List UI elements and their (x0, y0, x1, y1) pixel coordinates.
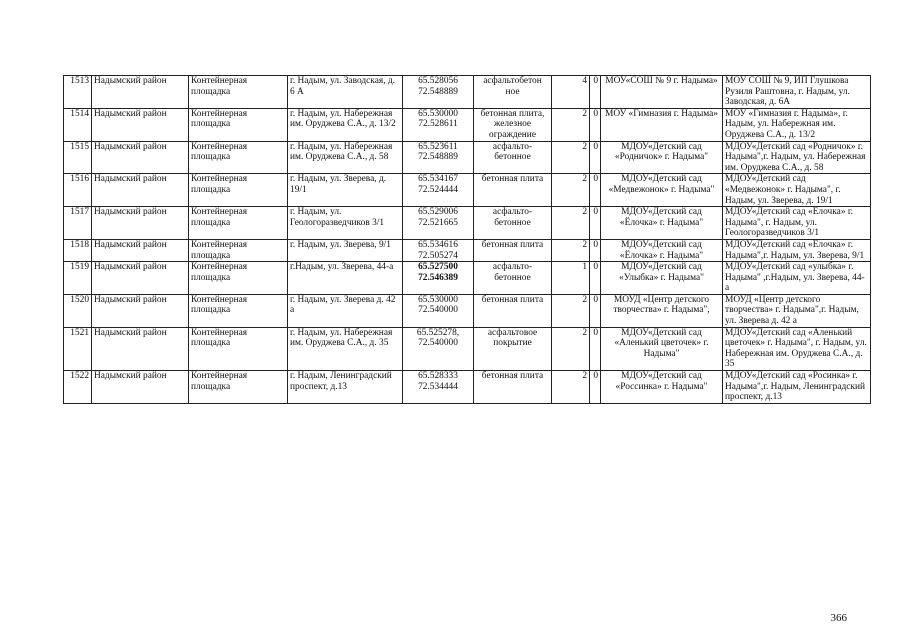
surface-cell: бетонная плита (474, 239, 552, 261)
longitude: 72.505274 (418, 250, 458, 261)
address-cell: г. Надым, ул. Геологоразведчиков 3/1 (288, 207, 403, 240)
row-number-cell: 1517 (64, 207, 92, 240)
container-count-cell: 2 (552, 294, 590, 327)
site-type-cell: Контейнерная площадка (189, 327, 288, 370)
latitude: 65.534616 (418, 239, 458, 250)
address-cell: г. Надым, ул. Зверева д. 42 а (288, 294, 403, 327)
longitude: 72.540000 (418, 338, 458, 349)
table-row (64, 141, 871, 174)
site-type-cell: Контейнерная площадка (189, 108, 288, 141)
organization-cell: МДОУ«Детский сад «Ёлочка» г. Надыма" (601, 207, 723, 240)
organization-cell: МОУД «Центр детского творчества» г. Надыма", (601, 294, 723, 327)
table-row (64, 294, 871, 327)
district-cell: Надымский район (92, 294, 189, 327)
container-count-2-cell: 0 (590, 108, 601, 141)
organization-cell: МДОУ«Детский сад «Улыбка» г. Надыма" (601, 262, 723, 295)
surface-cell: бетонная плита (474, 371, 552, 404)
container-count-cell: 2 (552, 327, 590, 370)
coordinates-cell (403, 327, 474, 370)
row-number-cell: 1520 (64, 294, 92, 327)
address-cell: г. Надым, ул. Зверева, д. 19/1 (288, 174, 403, 207)
district-cell: Надымский район (92, 207, 189, 240)
row-number-cell: 1518 (64, 239, 92, 261)
row-number-cell: 1522 (64, 371, 92, 404)
address-cell: г. Надым, ул. Набережная им. Оруджева С.А., д. 35 (288, 327, 403, 370)
organization-cell: МДОУ«Детский сад «Аленький цветочек» г. Надыма" (601, 327, 723, 370)
longitude: 72.548889 (418, 152, 458, 163)
owner-cell: МОУД «Центр детского творчества» г. Надыма",г. Надым, ул. Зверева д. 42 а (723, 294, 871, 327)
longitude: 72.521665 (418, 217, 458, 228)
coordinates-cell (403, 294, 474, 327)
surface-cell: бетонная плита (474, 294, 552, 327)
latitude: 65.525278, (416, 327, 460, 338)
site-type-cell: Контейнерная площадка (189, 262, 288, 295)
container-count-2-cell: 0 (590, 239, 601, 261)
container-count-cell: 2 (552, 108, 590, 141)
organization-cell: МДОУ«Детский сад «Родничок» г. Надыма" (601, 141, 723, 174)
table-row (64, 76, 871, 109)
latitude: 65.528333 (418, 371, 458, 382)
longitude: 72.534444 (418, 381, 458, 392)
address-cell: г.Надым, ул. Зверева, 44-а (288, 262, 403, 295)
owner-cell: МДОУ«Детский сад «улыбка» г. Надыма" ,г.Надым, ул. Зверева, 44-а (723, 262, 871, 295)
organization-cell: МОУ«СОШ № 9 г. Надыма» (601, 76, 723, 109)
coordinates-cell (403, 207, 474, 240)
organization-cell: МДОУ«Детский сад «Ёлочка» г. Надыма" (601, 239, 723, 261)
owner-cell: МДОУ«Детский сад «Росинка» г. Надыма",г. Надым, Ленинградский проспект, д.13 (723, 371, 871, 404)
registry-table (63, 75, 871, 404)
container-count-2-cell: 0 (590, 174, 601, 207)
table-body (64, 76, 871, 404)
container-count-2-cell: 0 (590, 262, 601, 295)
coordinates-cell (403, 239, 474, 261)
coordinates-cell (403, 76, 474, 109)
table-row (64, 207, 871, 240)
district-cell: Надымский район (92, 327, 189, 370)
site-type-cell: Контейнерная площадка (189, 174, 288, 207)
district-cell: Надымский район (92, 262, 189, 295)
address-cell: г. Надым, ул. Набережная им. Оруджева С.А., д. 13/2 (288, 108, 403, 141)
latitude: 65.528056 (418, 76, 458, 86)
row-number-cell: 1513 (64, 76, 92, 109)
latitude: 65.530000 (418, 294, 458, 305)
owner-cell: МДОУ«Детский сад «Медвежонок» г. Надыма", г. Надым, ул. Зверева, д. 19/1 (723, 174, 871, 207)
owner-cell: МДОУ«Детский сад «Ёлочка» г. Надыма", г. Надым, ул. Геологоразведчиков 3/1 (723, 207, 871, 240)
container-count-cell: 1 (552, 262, 590, 295)
container-count-cell: 2 (552, 239, 590, 261)
container-count-2-cell: 0 (590, 327, 601, 370)
longitude: 72.524444 (418, 184, 458, 195)
surface-cell: асфальто-бетонное (474, 207, 552, 240)
address-cell: г. Надым, ул. Набережная им. Оруджева С.А., д. 58 (288, 141, 403, 174)
table-row (64, 174, 871, 207)
coordinates-cell (403, 108, 474, 141)
site-type-cell: Контейнерная площадка (189, 371, 288, 404)
district-cell: Надымский район (92, 108, 189, 141)
organization-cell: МДОУ«Детский сад «Россинка» г. Надыма" (601, 371, 723, 404)
latitude: 65.527500 (418, 262, 458, 273)
container-count-cell: 4 (552, 76, 590, 109)
site-type-cell: Контейнерная площадка (189, 294, 288, 327)
container-count-cell: 2 (552, 141, 590, 174)
site-type-cell: Контейнерная площадка (189, 207, 288, 240)
site-type-cell: Контейнерная площадка (189, 76, 288, 109)
container-count-cell: 2 (552, 371, 590, 404)
owner-cell: МДОУ«Детский сад «Аленький цветочек» г. Надыма", г. Надым, ул. Набережная им. Оруджева С.А., д. 35 (723, 327, 871, 370)
latitude: 65.523611 (418, 141, 458, 152)
surface-cell: асфальтобетон ное (474, 76, 552, 109)
site-type-cell: Контейнерная площадка (189, 141, 288, 174)
address-cell: г. Надым, Ленинградский проспект, д.13 (288, 371, 403, 404)
address-cell: г. Надым, ул. Заводская, д. 6 А (288, 76, 403, 109)
owner-cell: МДОУ«Детский сад «Родничок» г. Надыма",г. Надым, ул. Набережная им. Оруджева С.А., д. 58 (723, 141, 871, 174)
coordinates-cell (403, 262, 474, 295)
surface-cell: асфальто-бетонное (474, 262, 552, 295)
organization-cell: МОУ «Гимназия г. Надыма» (601, 108, 723, 141)
container-count-2-cell: 0 (590, 371, 601, 404)
coordinates-cell (403, 141, 474, 174)
district-cell: Надымский район (92, 76, 189, 109)
container-count-2-cell: 0 (590, 294, 601, 327)
latitude: 65.529006 (418, 207, 458, 218)
table-row (64, 327, 871, 370)
district-cell: Надымский район (92, 174, 189, 207)
surface-cell: асфальтовое покрытие (474, 327, 552, 370)
longitude: 72.548889 (418, 86, 458, 97)
owner-cell: МОУ «Гимназия г. Надыма», г. Надым, ул. Набережная им. Оруджева С.А., д. 13/2 (723, 108, 871, 141)
row-number-cell: 1515 (64, 141, 92, 174)
owner-cell: МОУ СОШ № 9, ИП Глушкова Рузиля Раштовна, г. Надым, ул. Заводская, д. 6А (723, 76, 871, 109)
container-count-2-cell: 0 (590, 76, 601, 109)
row-number-cell: 1516 (64, 174, 92, 207)
longitude: 72.528611 (418, 119, 458, 130)
container-count-cell: 2 (552, 174, 590, 207)
site-type-cell: Контейнерная площадка (189, 239, 288, 261)
container-count-2-cell: 0 (590, 141, 601, 174)
district-cell: Надымский район (92, 141, 189, 174)
table-row (64, 239, 871, 261)
district-cell: Надымский район (92, 371, 189, 404)
container-count-cell: 2 (552, 207, 590, 240)
page-number: 366 (830, 612, 847, 624)
latitude: 65.530000 (418, 108, 458, 119)
surface-cell: асфальто-бетонное (474, 141, 552, 174)
container-count-2-cell: 0 (590, 207, 601, 240)
table-row (64, 371, 871, 404)
table-row (64, 108, 871, 141)
owner-cell: МДОУ«Детский сад «Ёлочка» г. Надыма",г. Надым, ул. Зверева, 9/1 (723, 239, 871, 261)
row-number-cell: 1519 (64, 262, 92, 295)
coordinates-cell (403, 371, 474, 404)
coordinates-cell (403, 174, 474, 207)
surface-cell: бетонная плита (474, 174, 552, 207)
organization-cell: МДОУ«Детский сад «Медвежонок» г. Надыма" (601, 174, 723, 207)
district-cell: Надымский район (92, 239, 189, 261)
table-row (64, 262, 871, 295)
longitude: 72.540000 (418, 305, 458, 316)
address-cell: г. Надым, ул. Зверева, 9/1 (288, 239, 403, 261)
row-number-cell: 1521 (64, 327, 92, 370)
longitude: 72.546389 (418, 272, 458, 283)
latitude: 65.534167 (418, 174, 458, 185)
row-number-cell: 1514 (64, 108, 92, 141)
surface-cell: бетонная плита, железное ограждение (474, 108, 552, 141)
